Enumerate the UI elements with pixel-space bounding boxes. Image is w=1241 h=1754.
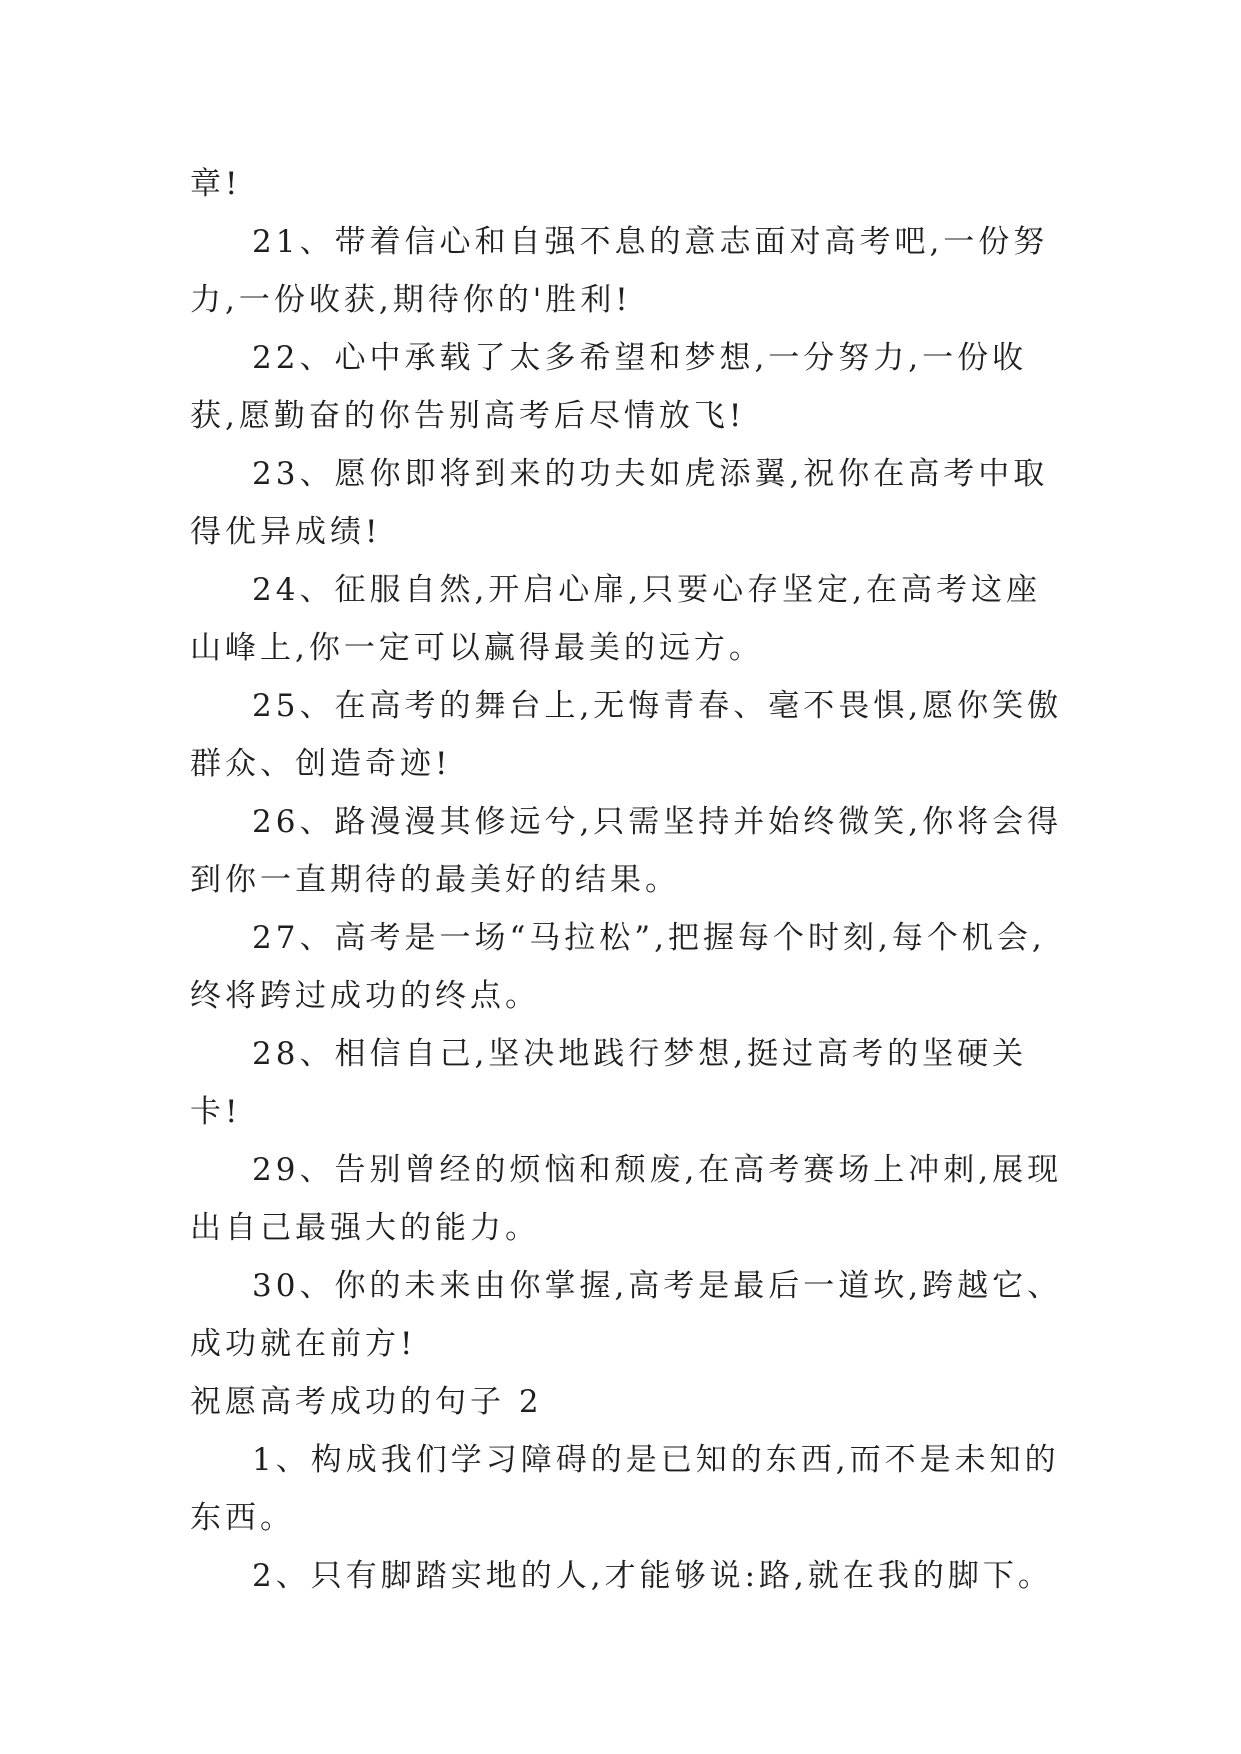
quote-item-2: 2、只有脚踏实地的人,才能够说:路,就在我的脚下。 [252,1558,1053,1594]
wish-item-26: 26、路漫漫其修远兮,只需坚持并始终微笑,你将会得到你一直期待的最美好的结果。 [190,804,1063,898]
wish-item-23: 23、愿你即将到来的功夫如虎添翼,祝你在高考中取得优异成绩! [190,456,1049,550]
document-body [190,155,1070,1605]
paragraph-continuation: 章! [190,166,242,202]
wish-item-30: 30、你的未来由你掌握,高考是最后一道坎,跨越它、成功就在前方! [190,1268,1063,1362]
wish-item-28: 28、相信自己,坚决地践行梦想,挺过高考的坚硬关卡! [190,1036,1028,1130]
wish-item-25: 25、在高考的舞台上,无悔青春、毫不畏惧,愿你笑傲群众、创造奇迹! [190,688,1063,782]
wish-item-24: 24、征服自然,开启心扉,只要心存坚定,在高考这座山峰上,你一定可以赢得最美的远方。 [190,572,1042,666]
wish-item-29: 29、告别曾经的烦恼和颓废,在高考赛场上冲刺,展现出自己最强大的能力。 [190,1152,1063,1246]
wish-item-21: 21、带着信心和自强不息的意志面对高考吧,一份努力,一份收获,期待你的'胜利! [190,224,1049,318]
wish-item-22: 22、心中承载了太多希望和梦想,一分努力,一份收获,愿勤奋的你告别高考后尽情放飞! [190,340,1028,434]
section-heading: 祝愿高考成功的句子 2 [190,1384,543,1420]
quote-item-1: 1、构成我们学习障碍的是已知的东西,而不是未知的东西。 [190,1442,1060,1536]
wish-item-27: 27、高考是一场“马拉松”,把握每个时刻,每个机会,终将跨过成功的终点。 [190,920,1046,1014]
